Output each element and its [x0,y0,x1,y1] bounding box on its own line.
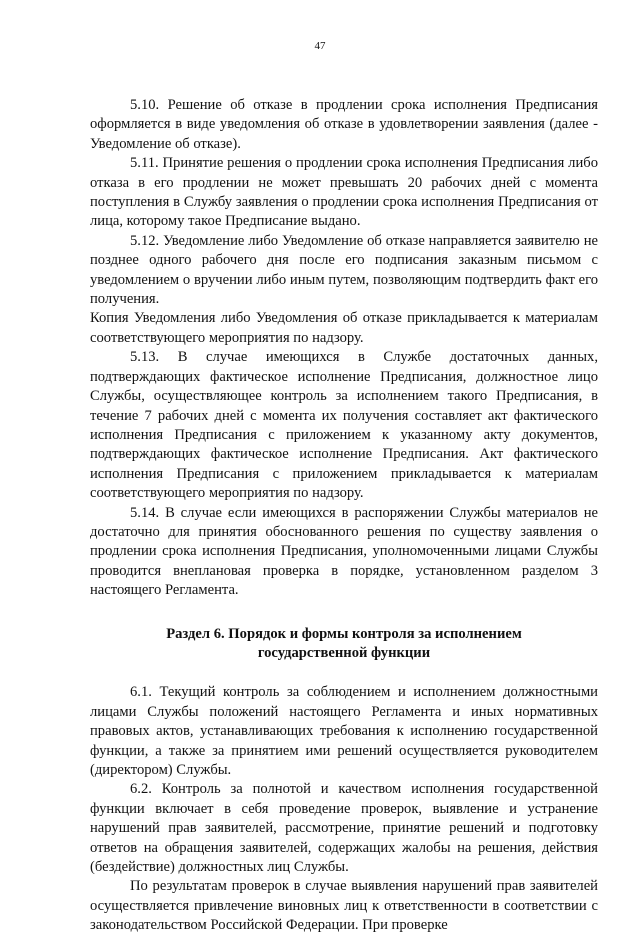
paragraph-copy: Копия Уведомления либо Уведомления об отказе прикладывается к материалам соответствующего мероприятия по надзору. [90,310,598,346]
paragraph-6-2: 6.2. Контроль за полнотой и качеством исполнения государственной функции включает в себя проведение проверок, выявление и устранение нарушений прав заявителей, рассмотрение, принятие решений и подготовку ответов на обращения заявителей, содержащих жалобы на решения, действия (бездействие) должностных лиц Службы. [90,781,598,876]
section-title-line-1: Раздел 6. Порядок и формы контроля за исполнением [166,625,522,642]
section-title-line-2: государственной функции [257,644,431,661]
section-title [90,625,598,664]
paragraph-5-12: 5.12. Уведомление либо Уведомление об отказе направляется заявителю не позднее одного рабочего дня после его подписания заказным письмом с уведомлением о вручении либо иным путем, позволяющим подтвердить факт его получения. [90,232,598,308]
paragraph-5-10: 5.10. Решение об отказе в продлении срока исполнения Предписания оформляется в виде уведомления об отказе в удовлетворении заявления (далее - Уведомление об отказе). [90,97,598,152]
document-body [90,96,598,936]
paragraph-results: По результатам проверок в случае выявления нарушений прав заявителей осуществляется привлечение виновных лиц к ответственности в соответствии с законодательством Российской Федерации. При проверке [90,878,598,934]
paragraph-5-13: 5.13. В случае имеющихся в Службе достаточных данных, подтверждающих фактическое исполнение Предписания, должностное лицо Службы, осуществляющее контроль за исполнением такого Предписания, в течение 7 рабочих дней с момента их получения составляет акт фактического исполнения Предписания с приложением к указанному акту документов, подтверждающих фактическое исполнение Предписания. Акт фактического исполнения Предписания с приложением прикладывается к материалам соответствующего мероприятия по надзору. [90,349,598,502]
paragraph-6-1: 6.1. Текущий контроль за соблюдением и исполнением должностными лицами Службы положений настоящего Регламента и иных нормативных правовых актов, устанавливающих требования к исполнению государственной функции, а также за принятием ими решений осуществляется руководителем (директором) Службы. [90,684,598,778]
paragraph-5-11: 5.11. Принятие решения о продлении срока исполнения Предписания либо отказа в его продлении не может превышать 20 рабочих дней с момента поступления в Службу заявления о продлении срока исполнения Предписания от лица, которому такое Предписание выдано. [90,155,598,230]
paragraph-5-14: 5.14. В случае если имеющихся в распоряжении Службы материалов не достаточно для принятия обоснованного решения по существу заявления о продлении срока исполнения Предписания, уполномоченными лицами Службы проводится внеплановая проверка в порядке, установленном разделом 3 настоящего Регламента. [90,504,598,599]
page-number: 47 [314,40,326,52]
